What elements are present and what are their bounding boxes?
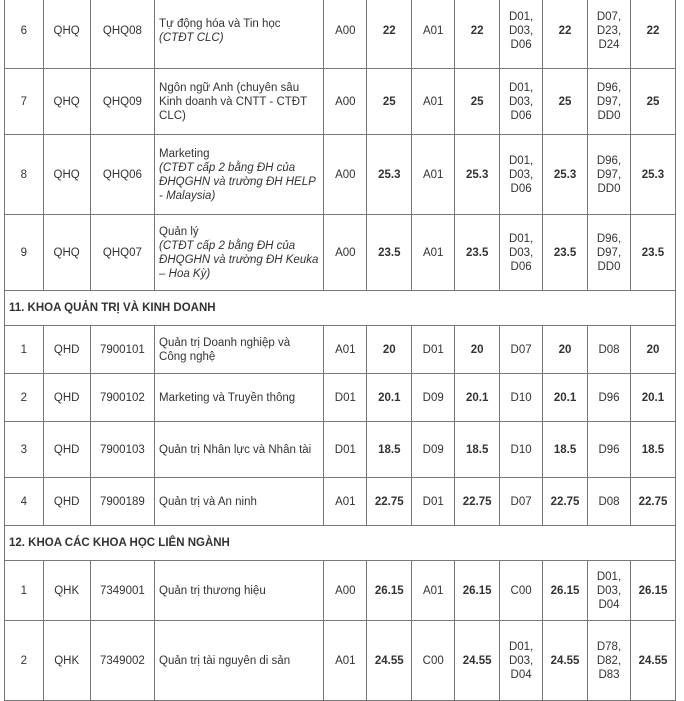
- row-number: 4: [5, 478, 44, 526]
- major-name-text: Quản trị thương hiệu: [159, 584, 266, 597]
- combo-code: D78,: [596, 640, 622, 653]
- combo-code: D01,: [508, 10, 534, 23]
- score-3: 20.1: [543, 374, 588, 422]
- combo-code: D03,: [508, 654, 534, 667]
- major-name: [155, 135, 324, 215]
- major-name: [155, 422, 324, 478]
- combo-2: D09: [412, 422, 455, 478]
- combo-1: A00: [324, 69, 367, 135]
- combo-code: D03,: [508, 95, 534, 108]
- section-11-rows: [5, 326, 676, 526]
- score-1: 22: [367, 0, 412, 69]
- major-code: 7900103: [90, 422, 154, 478]
- combo-2: D01: [412, 326, 455, 374]
- school-code: QHD: [43, 478, 90, 526]
- combo-4: [588, 561, 631, 621]
- combo-code: D06: [510, 109, 532, 122]
- major-name: [155, 374, 324, 422]
- combo-code: D03,: [508, 24, 534, 37]
- major-code: 7900189: [90, 478, 154, 526]
- row-number: 1: [5, 561, 44, 621]
- score-4: 25: [630, 69, 675, 135]
- school-code: QHQ: [43, 69, 90, 135]
- combo-2: A01: [412, 135, 455, 215]
- combo-code: D97,: [596, 168, 622, 181]
- row-number: 6: [5, 0, 44, 69]
- table-row: [5, 326, 676, 374]
- combo-1: A00: [324, 561, 367, 621]
- combo-3: D10: [500, 422, 543, 478]
- score-1: 18.5: [367, 422, 412, 478]
- major-code: QHQ08: [90, 0, 154, 69]
- major-name-text: Marketing: [159, 147, 210, 160]
- combo-4: D96: [588, 422, 631, 478]
- table-row: [5, 478, 676, 526]
- combo-3: D07: [500, 478, 543, 526]
- row-number: 1: [5, 326, 44, 374]
- score-3: 20: [543, 326, 588, 374]
- section-12: [5, 526, 676, 561]
- row-number: 3: [5, 422, 44, 478]
- major-name-text: Tự động hóa và Tin học: [159, 17, 281, 30]
- score-3: 24.55: [543, 621, 588, 701]
- table-row: [5, 621, 676, 701]
- score-4: 23.5: [630, 215, 675, 291]
- score-3: 23.5: [543, 215, 588, 291]
- table-row: [5, 374, 676, 422]
- major-name-text: Quản lý: [159, 225, 199, 238]
- combo-3: [500, 561, 543, 621]
- combo-code: D82,: [596, 654, 622, 667]
- table-row: [5, 135, 676, 215]
- combo-code: D96,: [596, 154, 622, 167]
- combo-3: D10: [500, 374, 543, 422]
- table-row: [5, 69, 676, 135]
- program-note: (CTĐT CLC): [159, 31, 224, 44]
- program-note: (CTĐT cấp 2 bằng ĐH của ĐHQGHN và trường ĐH HELP - Malaysia): [159, 161, 316, 202]
- major-name: [155, 561, 324, 621]
- combo-2: D01: [412, 478, 455, 526]
- score-4: 20.1: [630, 374, 675, 422]
- table-row: [5, 422, 676, 478]
- major-code: 7349001: [90, 561, 154, 621]
- combo-2: C00: [412, 621, 455, 701]
- score-2: 25.3: [455, 135, 500, 215]
- score-1: 24.55: [367, 621, 412, 701]
- score-1: 25.3: [367, 135, 412, 215]
- table-row: [5, 0, 676, 69]
- school-code: QHK: [43, 561, 90, 621]
- combo-2: A01: [412, 215, 455, 291]
- major-name: [155, 326, 324, 374]
- score-3: 22.75: [543, 478, 588, 526]
- table-row: [5, 561, 676, 621]
- score-1: 25: [367, 69, 412, 135]
- section-header-row: [5, 291, 676, 326]
- combo-code: D06: [510, 182, 532, 195]
- score-1: 22.75: [367, 478, 412, 526]
- section-title: 11. KHOA QUẢN TRỊ VÀ KINH DOANH: [5, 291, 676, 326]
- table-row: [5, 215, 676, 291]
- score-2: 20: [455, 326, 500, 374]
- major-code: 7349002: [90, 621, 154, 701]
- combo-1: D01: [324, 422, 367, 478]
- combo-1: A01: [324, 621, 367, 701]
- major-name-text: Quản trị Doanh nghiệp và Công nghệ: [159, 336, 291, 363]
- combo-1: A01: [324, 326, 367, 374]
- major-name: [155, 621, 324, 701]
- section-11: [5, 291, 676, 326]
- combo-code: D97,: [596, 246, 622, 259]
- section-12-rows: [5, 561, 676, 701]
- score-2: 18.5: [455, 422, 500, 478]
- school-code: QHQ: [43, 135, 90, 215]
- score-2: 20.1: [455, 374, 500, 422]
- school-code: QHD: [43, 326, 90, 374]
- school-code: QHD: [43, 374, 90, 422]
- major-name: [155, 69, 324, 135]
- combo-code: D01,: [508, 154, 534, 167]
- major-name: [155, 478, 324, 526]
- combo-code: D01,: [508, 640, 534, 653]
- combo-code: D01,: [596, 570, 622, 583]
- row-number: 2: [5, 374, 44, 422]
- combo-1: A00: [324, 215, 367, 291]
- combo-code: DD0: [597, 260, 621, 273]
- program-note: (CTĐT cấp 2 bằng ĐH của ĐHQGHN và trường ĐH Keuka – Hoa Kỳ): [159, 239, 319, 280]
- combo-3: [500, 69, 543, 135]
- combo-1: A01: [324, 478, 367, 526]
- combo-2: D09: [412, 374, 455, 422]
- combo-code: C00: [510, 584, 532, 597]
- row-number: 9: [5, 215, 44, 291]
- combo-1: A00: [324, 0, 367, 69]
- combo-3: [500, 215, 543, 291]
- score-4: 18.5: [630, 422, 675, 478]
- combo-3: [500, 135, 543, 215]
- score-1: 23.5: [367, 215, 412, 291]
- score-4: 24.55: [630, 621, 675, 701]
- combo-code: D96,: [596, 81, 622, 94]
- combo-3: [500, 0, 543, 69]
- score-2: 24.55: [455, 621, 500, 701]
- combo-code: D83: [598, 668, 620, 681]
- combo-code: D24: [598, 38, 620, 51]
- score-4: 26.15: [630, 561, 675, 621]
- score-2: 23.5: [455, 215, 500, 291]
- combo-2: A01: [412, 0, 455, 69]
- row-number: 8: [5, 135, 44, 215]
- major-name-text: Ngôn ngữ Anh (chuyên sâu Kinh doanh và CNTT - CTĐT CLC): [159, 81, 307, 122]
- score-4: 20: [630, 326, 675, 374]
- score-3: 18.5: [543, 422, 588, 478]
- score-4: 25.3: [630, 135, 675, 215]
- combo-code: D23,: [596, 24, 622, 37]
- school-code: QHQ: [43, 0, 90, 69]
- combo-code: D03,: [508, 246, 534, 259]
- combo-4: D08: [588, 326, 631, 374]
- major-name-text: Quản trị Nhân lực và Nhân tài: [159, 443, 312, 456]
- score-3: 25: [543, 69, 588, 135]
- score-3: 25.3: [543, 135, 588, 215]
- major-code: QHQ09: [90, 69, 154, 135]
- major-code: 7900102: [90, 374, 154, 422]
- combo-code: D06: [510, 260, 532, 273]
- combo-2: A01: [412, 69, 455, 135]
- major-name: [155, 215, 324, 291]
- combo-1: D01: [324, 374, 367, 422]
- combo-4: [588, 69, 631, 135]
- major-code: 7900101: [90, 326, 154, 374]
- combo-4: D08: [588, 478, 631, 526]
- combo-1: A00: [324, 135, 367, 215]
- major-name-text: Quản trị tài nguyên di sản: [159, 654, 291, 667]
- section-title: 12. KHOA CÁC KHOA HỌC LIÊN NGÀNH: [5, 526, 676, 561]
- combo-4: [588, 0, 631, 69]
- combo-4: [588, 621, 631, 701]
- combo-3: D07: [500, 326, 543, 374]
- row-number: 7: [5, 69, 44, 135]
- major-code: QHQ07: [90, 215, 154, 291]
- score-1: 26.15: [367, 561, 412, 621]
- table-body-top: [5, 0, 676, 291]
- score-1: 20: [367, 326, 412, 374]
- score-2: 25: [455, 69, 500, 135]
- major-code: QHQ06: [90, 135, 154, 215]
- school-code: QHD: [43, 422, 90, 478]
- score-2: 22: [455, 0, 500, 69]
- combo-3: [500, 621, 543, 701]
- combo-code: D06: [510, 38, 532, 51]
- combo-code: D03,: [508, 168, 534, 181]
- combo-code: D04: [510, 668, 532, 681]
- combo-2: A01: [412, 561, 455, 621]
- school-code: QHQ: [43, 215, 90, 291]
- combo-code: D04: [598, 598, 620, 611]
- major-name: [155, 0, 324, 69]
- combo-code: D01,: [508, 232, 534, 245]
- row-number: 2: [5, 621, 44, 701]
- major-name-text: Quản trị và An ninh: [159, 495, 257, 508]
- combo-code: D01,: [508, 81, 534, 94]
- combo-code: DD0: [597, 109, 621, 122]
- score-3: 26.15: [543, 561, 588, 621]
- combo-code: D96,: [596, 232, 622, 245]
- score-2: 22.75: [455, 478, 500, 526]
- combo-4: [588, 215, 631, 291]
- admission-score-table: [4, 0, 676, 701]
- combo-4: D96: [588, 374, 631, 422]
- combo-code: D07,: [596, 10, 622, 23]
- score-1: 20.1: [367, 374, 412, 422]
- combo-code: DD0: [597, 182, 621, 195]
- section-header-row: [5, 526, 676, 561]
- score-3: 22: [543, 0, 588, 69]
- score-4: 22.75: [630, 478, 675, 526]
- school-code: QHK: [43, 621, 90, 701]
- score-2: 26.15: [455, 561, 500, 621]
- combo-code: D97,: [596, 95, 622, 108]
- major-name-text: Marketing và Truyền thông: [159, 391, 296, 404]
- score-4: 22: [630, 0, 675, 69]
- combo-code: D03,: [596, 584, 622, 597]
- combo-4: [588, 135, 631, 215]
